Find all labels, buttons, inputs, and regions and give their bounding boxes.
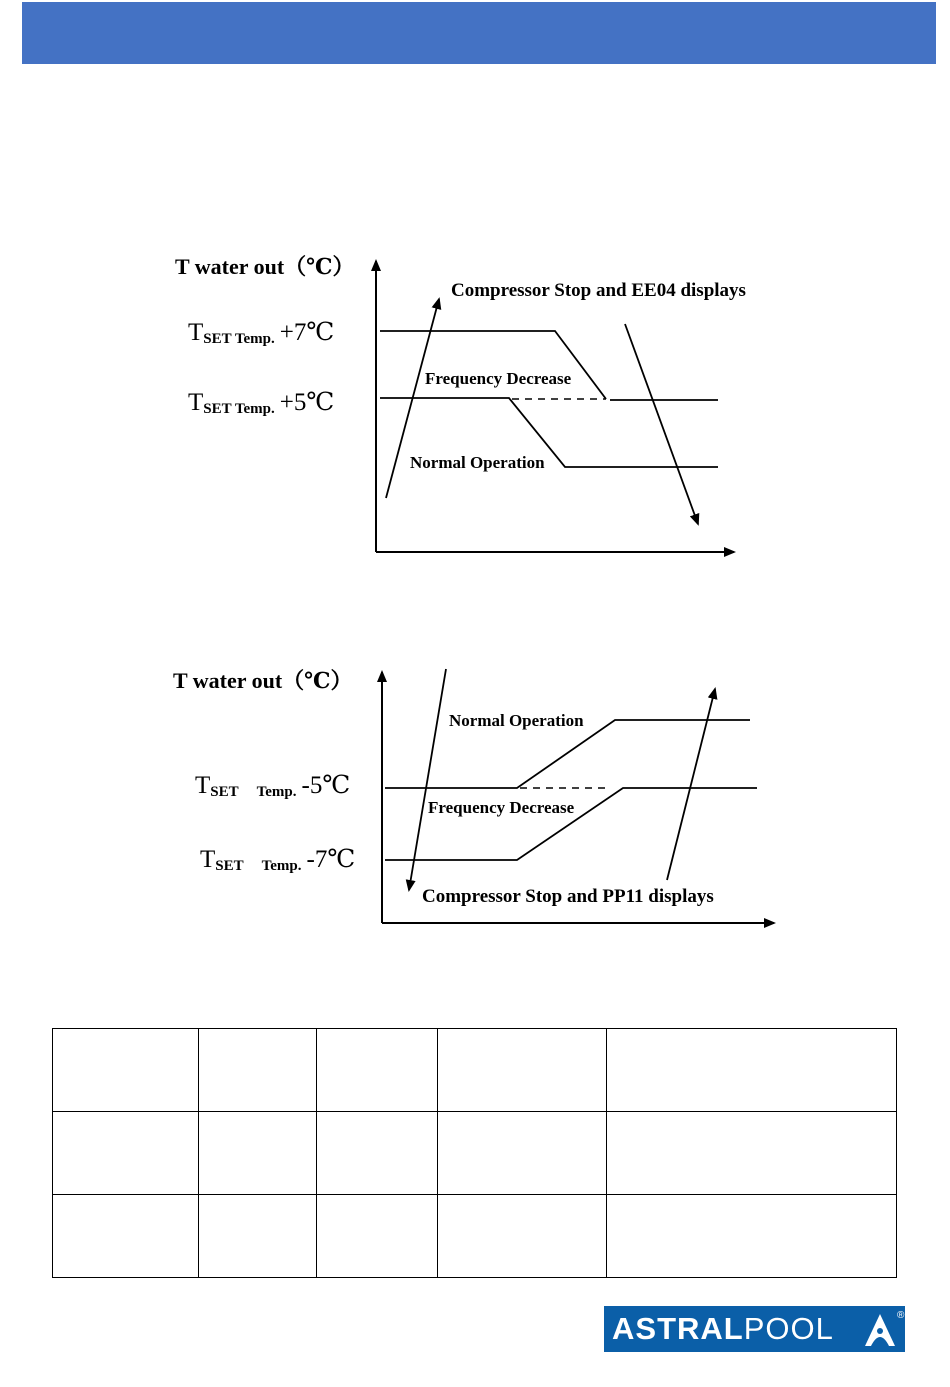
- y-axis-label: T water out（℃）: [175, 254, 355, 279]
- table-cell: [53, 1112, 199, 1195]
- level-low-label: TSET Temp. +5℃: [188, 389, 335, 417]
- stop-threshold-line: [380, 331, 606, 399]
- table-cell: [607, 1195, 897, 1278]
- table-cell: [53, 1029, 199, 1112]
- astralpool-logo: [604, 1306, 905, 1352]
- level-high-label: TSET Temp. +7℃: [188, 319, 335, 347]
- table-cell: [53, 1195, 199, 1278]
- table-cell: [199, 1195, 317, 1278]
- rising-arrow: [667, 689, 715, 880]
- table-cell: [438, 1195, 607, 1278]
- table-cell: [199, 1029, 317, 1112]
- freq-threshold-line: [385, 720, 750, 788]
- level-high-label: TSET Temp. -5℃: [195, 772, 351, 800]
- table-cell: [607, 1029, 897, 1112]
- stop-label: Compressor Stop and PP11 displays: [422, 886, 714, 907]
- table-cell: [317, 1195, 438, 1278]
- table-cell: [199, 1112, 317, 1195]
- table-cell: [438, 1112, 607, 1195]
- table-row: [53, 1029, 897, 1112]
- cooling-protection-diagram: [160, 658, 800, 948]
- table-cell: [438, 1029, 607, 1112]
- table-row: [53, 1112, 897, 1195]
- falling-arrow: [625, 324, 698, 524]
- table-cell: [317, 1029, 438, 1112]
- heating-protection-diagram: [160, 245, 780, 575]
- svg-text:®: ®: [897, 1310, 905, 1321]
- normal-operation-label: Normal Operation: [449, 711, 584, 730]
- logo-text: ASTRALPOOL: [612, 1311, 834, 1346]
- logo-mark-icon: [859, 1306, 905, 1352]
- table-cell: [607, 1112, 897, 1195]
- stop-label: Compressor Stop and EE04 displays: [451, 280, 746, 301]
- frequency-decrease-label: Frequency Decrease: [428, 798, 575, 817]
- level-low-label: TSET Temp. -7℃: [200, 846, 356, 874]
- frequency-decrease-label: Frequency Decrease: [425, 369, 572, 388]
- y-axis-label: T water out（℃）: [173, 668, 353, 693]
- falling-arrow: [409, 669, 446, 890]
- normal-operation-label: Normal Operation: [410, 453, 545, 472]
- table-row: [53, 1195, 897, 1278]
- header-band: [22, 2, 936, 64]
- data-table: [52, 1028, 897, 1278]
- table-cell: [317, 1112, 438, 1195]
